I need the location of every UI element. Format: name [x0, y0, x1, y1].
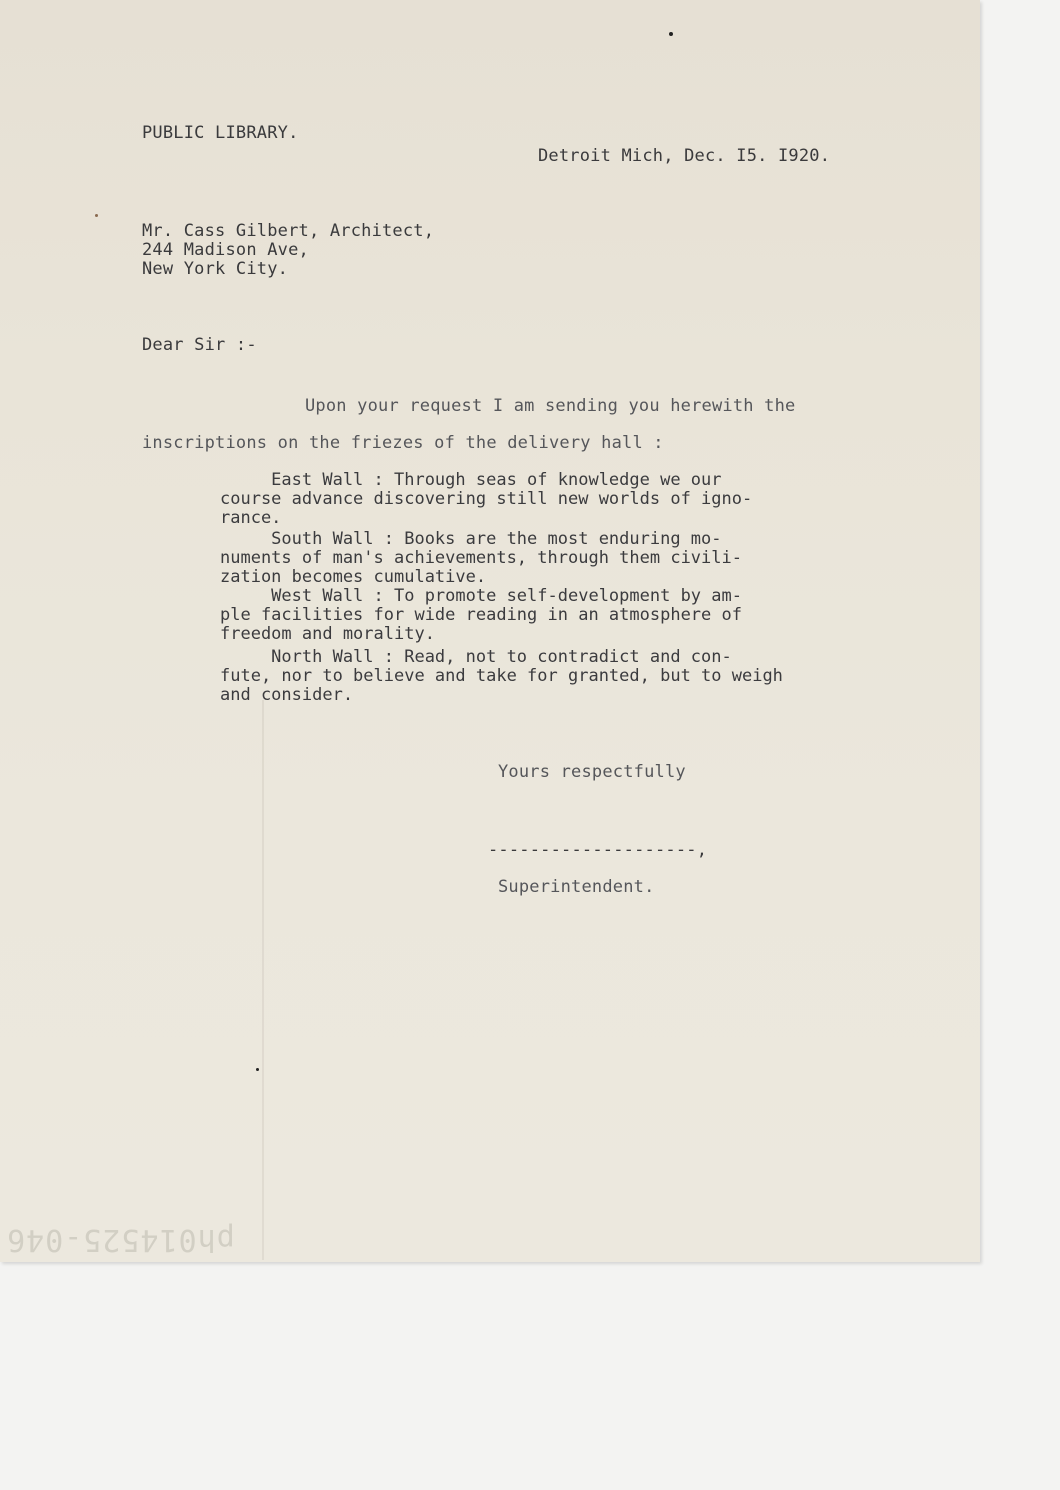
- intro-line-1: Upon your request I am sending you herewith the: [305, 396, 796, 416]
- inscription-line: North Wall : Read, not to contradict and con-: [220, 647, 732, 667]
- ink-speck: [95, 214, 98, 217]
- inscription-line: course advance discovering still new worlds of igno-: [220, 489, 753, 509]
- inscription-line: East Wall : Through seas of knowledge we our: [220, 470, 722, 490]
- inscription-line: zation becomes cumulative.: [220, 567, 487, 587]
- signature-line: --------------------,: [488, 840, 708, 860]
- recipient-street: 244 Madison Ave,: [142, 240, 309, 260]
- ink-speck: [256, 1068, 259, 1071]
- intro-line-2: inscriptions on the friezes of the delivery hall :: [142, 433, 664, 453]
- closing: Yours respectfully: [498, 762, 686, 782]
- inscription-line: West Wall : To promote self-development by am-: [220, 586, 742, 606]
- recipient-name: Mr. Cass Gilbert, Architect,: [142, 221, 435, 241]
- inscription-line: rance.: [220, 508, 282, 528]
- signer-title: Superintendent.: [498, 877, 655, 897]
- ink-speck: [669, 32, 673, 36]
- archive-stamp: ph014525-046: [6, 1222, 235, 1257]
- inscription-line: and consider.: [220, 685, 354, 705]
- inscription-line: freedom and morality.: [220, 624, 435, 644]
- place-date: Detroit Mich, Dec. I5. I920.: [538, 146, 831, 166]
- inscription-line: ple facilities for wide reading in an atmosphere of: [220, 605, 742, 625]
- recipient-city: New York City.: [142, 259, 289, 279]
- inscription-south-wall: [220, 530, 880, 587]
- inscription-line: numents of man's achievements, through them civili-: [220, 548, 742, 568]
- salutation: Dear Sir :-: [142, 335, 257, 355]
- inscription-east-wall: [220, 471, 880, 528]
- inscription-north-wall: [220, 648, 880, 705]
- inscription-west-wall: [220, 587, 880, 644]
- inscription-line: South Wall : Books are the most enduring mo-: [220, 529, 722, 549]
- letterhead: PUBLIC LIBRARY.: [142, 123, 299, 143]
- inscription-line: fute, nor to believe and take for granted, but to weigh: [220, 666, 783, 686]
